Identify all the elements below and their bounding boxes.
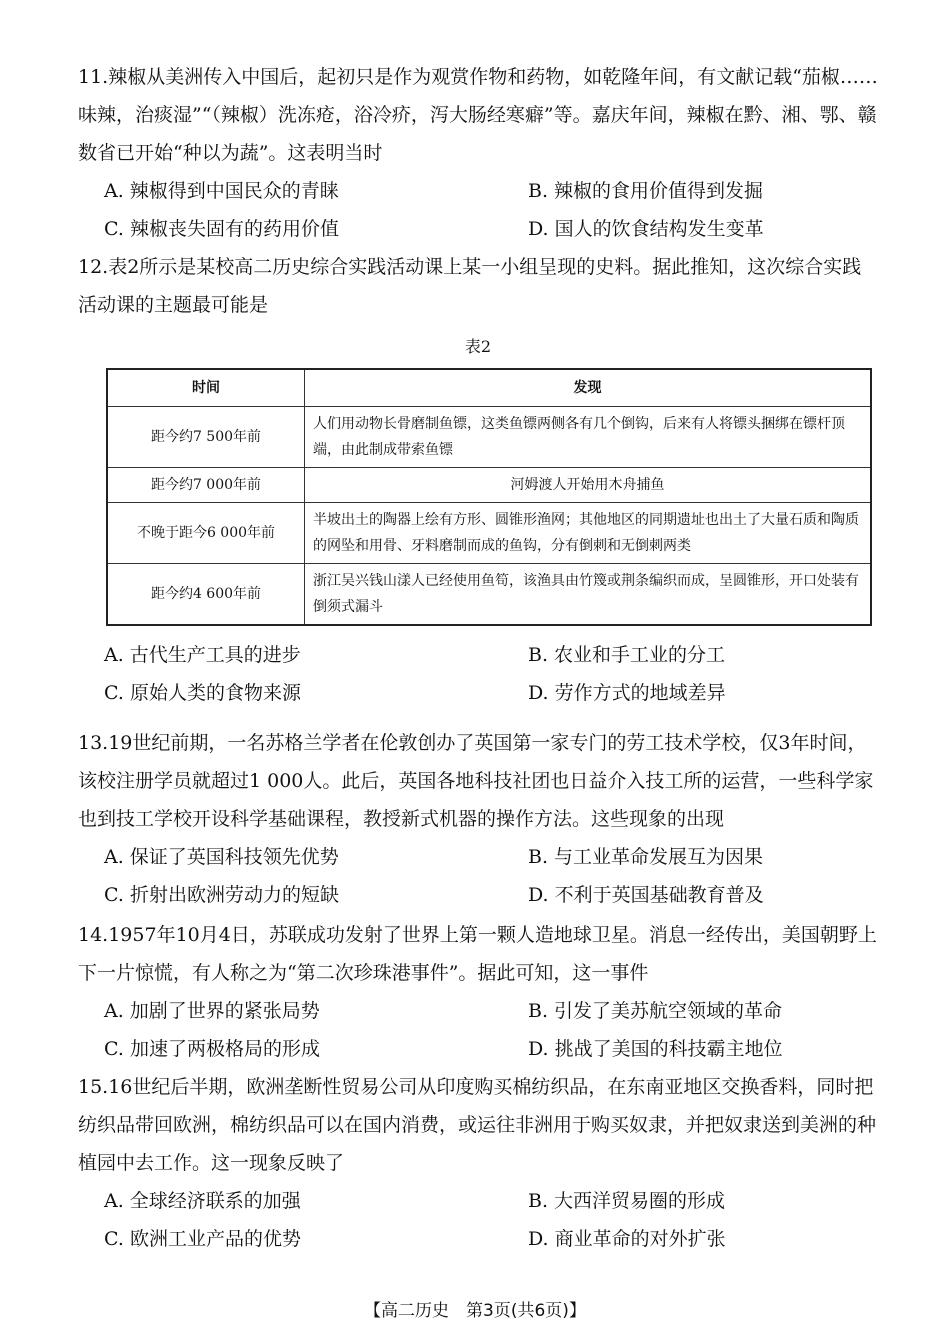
question-number: 12.	[78, 256, 109, 278]
question-stem: 16世纪后半期，欧洲垄断性贸易公司从印度购买棉纺织品，在东南亚地区交换香料，同时把纺织品带回欧洲，棉纺织品可以在国内消费，或运往非洲用于购买奴隶，并把奴隶送到美洲的种植园中去工作。这一现象反映了	[78, 1076, 877, 1174]
question-13	[78, 724, 878, 914]
option-c: C. 原始人类的食物来源	[104, 682, 301, 704]
table-row	[107, 503, 871, 564]
option-d: D. 挑战了美国的科技霸主地位	[528, 1038, 783, 1060]
question-12	[78, 248, 878, 712]
table-row	[107, 564, 871, 626]
options	[78, 838, 878, 914]
option-d: D. 商业革命的对外扩张	[528, 1228, 726, 1250]
question-15	[78, 1068, 878, 1258]
question-stem: 19世纪前期，一名苏格兰学者在伦敦创办了英国第一家专门的劳工技术学校，仅3年时间，该校注册学员就超过1 000人。此后，英国各地科技社团也日益介入技工所的运营，一些科学家也到技工学校开设科学基础课程，教授新式机器的操作方法。这些现象的出现	[78, 732, 874, 830]
option-c: C. 加速了两极格局的形成	[104, 1038, 320, 1060]
question-11	[78, 58, 878, 248]
options	[78, 172, 878, 248]
cell-time: 不晚于距今6 000年前	[107, 503, 305, 564]
option-b: B. 农业和手工业的分工	[528, 644, 726, 666]
option-d: D. 国人的饮食结构发生变革	[528, 218, 764, 240]
option-a: A. 全球经济联系的加强	[104, 1190, 301, 1212]
table-header-row	[107, 369, 871, 407]
cell-discovery: 浙江吴兴钱山漾人已经使用鱼笱，该渔具由竹篾或荆条编织而成，呈圆锥形，开口处装有倒须式漏斗	[305, 564, 872, 626]
cell-discovery: 半坡出土的陶器上绘有方形、圆锥形渔网；其他地区的同期遗址也出土了大量石质和陶质的网坠和用骨、牙料磨制而成的鱼钩，分有倒刺和无倒刺两类	[305, 503, 872, 564]
option-d: D. 不利于英国基础教育普及	[528, 884, 764, 906]
cell-time: 距今约4 600年前	[107, 564, 305, 626]
options	[78, 636, 878, 712]
table-row	[107, 407, 871, 468]
question-number: 11.	[78, 66, 109, 88]
option-a: A. 古代生产工具的进步	[104, 644, 301, 666]
cell-discovery: 人们用动物长骨磨制鱼镖，这类鱼镖两侧各有几个倒钩，后来有人将镖头捆绑在镖杆顶端，由此制成带索鱼镖	[305, 407, 872, 468]
options	[78, 992, 878, 1068]
option-a: A. 辣椒得到中国民众的青睐	[104, 180, 339, 202]
option-b: B. 辣椒的食用价值得到发掘	[528, 180, 764, 202]
options	[78, 1182, 878, 1258]
question-stem: 辣椒从美洲传入中国后，起初只是作为观赏作物和药物，如乾隆年间，有文献记载“茄椒……味辣，治痰湿”“（辣椒）洗冻疮，浴冷疥，泻大肠经寒癖”等。嘉庆年间，辣椒在黔、湘、鄂、赣数省已开始“种以为蔬”。这表明当时	[78, 66, 878, 164]
column-header-discovery: 发现	[305, 369, 872, 407]
cell-discovery: 河姆渡人开始用木舟捕鱼	[305, 468, 872, 503]
option-a: A. 保证了英国科技领先优势	[104, 846, 339, 868]
data-table	[106, 368, 872, 626]
question-number: 14.	[78, 924, 109, 946]
cell-time: 距今约7 500年前	[107, 407, 305, 468]
question-14	[78, 916, 878, 1068]
table-caption: 表2	[464, 337, 492, 356]
option-c: C. 辣椒丧失固有的药用价值	[104, 218, 339, 240]
option-b: B. 大西洋贸易圈的形成	[528, 1190, 726, 1212]
column-header-time: 时间	[107, 369, 305, 407]
option-b: B. 与工业革命发展互为因果	[528, 846, 764, 868]
question-number: 13.	[78, 732, 109, 754]
question-stem: 表2所示是某校高二历史综合实践活动课上某一小组呈现的史料。据此推知，这次综合实践活动课的主题最可能是	[78, 256, 862, 316]
cell-time: 距今约7 000年前	[107, 468, 305, 503]
option-c: C. 欧洲工业产品的优势	[104, 1228, 301, 1250]
page-footer: 【高二历史 第3页(共6页)】	[364, 1301, 586, 1321]
option-b: B. 引发了美苏航空领域的革命	[528, 1000, 783, 1022]
question-stem: 1957年10月4日，苏联成功发射了世界上第一颗人造地球卫星。消息一经传出，美国朝野上下一片惊慌，有人称之为“第二次珍珠港事件”。据此可知，这一事件	[78, 924, 877, 984]
option-d: D. 劳作方式的地域差异	[528, 682, 726, 704]
table-row	[107, 468, 871, 503]
question-number: 15.	[78, 1076, 109, 1098]
option-c: C. 折射出欧洲劳动力的短缺	[104, 884, 339, 906]
option-a: A. 加剧了世界的紧张局势	[104, 1000, 320, 1022]
